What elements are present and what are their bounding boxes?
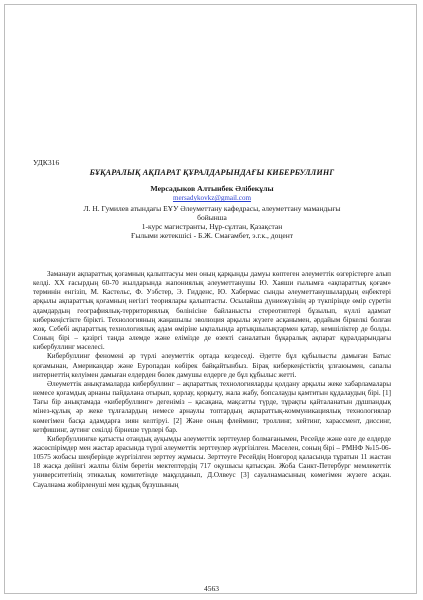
author-email-link[interactable]: mersadykovkz@gmail.com [172,194,252,203]
author-block [33,184,391,241]
body-paragraph: Кибербуллинг феномені әр түрлі әлеуметтік ортада кездеседі. Әдетте бұл құбылысты дамыған Батыс қоғамынан, Американдар және Еуропадан көбірек байқайтынбыз. Бірақ киберкеңістіктің ұлғаюымен, сапалы интернеттің келуімен дамыған елдерден бөлек дамушы елдерге де бұл құбылыс жетті. [33,352,391,379]
body-paragraph: Кибербуллингке қатысты отандық ауқымды әлеуметтік зерттеулер болмағанымен, Ресейде және өзге де елдерде жасөспірімдер мен жастар арасында түрлі әлеуметтік зерттеулер жүргізілген. Мәселен, соның бірі – РМНФ №15-06-10575 жобасы шеңберінде жүргізілген зерттеу жұмысы. Зерттеуге Ресейдің Новгород қаласында тұратын 11 жастан 18 жасқа дейінгі жалпы білім беретін мектептердің 717 оқушысы қатысқан. Жоба Санкт-Петербург мемлекеттік университетінің этикалық комитетінде мақұлданып, Д.Олвеус [3] сауалнамасының көмегімен жүзеге асқан. Сауалнама жөбірленуші мен құдық бұзушының [33,434,391,489]
body-paragraph: Заманауи ақпараттық қоғамның қалыптасуы мен оның қарқынды дамуы көптеген әлеуметтік өзгерістерге алып келді. XX ғасырдың 60-70 жылдарында жапониялық әлеуметтанушы Ю. Хаяши ғылымға «ақпараттық қоғам» терминін енгізіп, М. Кастельс, Ф. Уэбстер, Э. Гидденс, Ю. Хабермас сынды әлеуметтанушылардың еңбектері арқылы ақпараттық қоғамның негізгі теориялары қалыптасты. Осылайша дүниежүзінің әр түкпірінде өмір сүретін адамдардың географиялық-территориялық бөлінісіне байланысты стереотиптері бұзылып, күллі адамзат киберкеңістікте бірікті. Технологияның жаңашылы эволюция арқылы жүзеге асқанымен, әрдайым біркелкі болған жоқ. Себебі ақпараттық технологиялық адам өміріне ықпалында артықшылықтармен қатар, кемшіліктер де болды. Соның бірі – қазіргі таңда әлемде және елімізде де өзекті саналатын бұқаралық ақпарат құралдарындағы кибербуллинг мәселесі. [33,270,391,352]
article-body [33,270,391,490]
author-name: Мерсадыков Алтынбек Әлібекұлы [150,184,274,193]
body-paragraph: Әлеуметтік анықтамаларда кибербуллинг – ақпараттық технологияларды қолдану арқылы жеке хабарламалары немесе қоғамдық арнаны пайдалана отырып, қорлау, қорқыту, жала жабу, бопсалауды қамтитын құдалаудың бірі. [1] Тағы бір анықтамада «кибербуллинг» дегеніміз – қасақана, мақсатты түрде, тұрақты қайталанатын дұшпандық мінез-құлық әр жеке тұлғалардың немесе арнаулы топтардың ақпараттық-коммуникациялық технологиялар көмегімен басқа адамдарға зиян келтіруі. [2] Және оның флейминг, троллинг, хейтинг, харассмент, диссинг, кетфишинг, аутинг секілді бірнеше түрлері бар. [33,379,391,434]
affiliation-line-2: бойынша [197,212,227,222]
affiliation-line-1: Л. Н. Гумилев атындағы ЕҰУ Әлеуметтану кафедрасы, әлеуметтану мамандығы [83,203,341,213]
article-title: БҰҚАРАЛЫҚ АҚПАРАТ ҚҰРАЛДАРЫНДАҒЫ КИБЕРБУЛЛИНГ [89,168,335,177]
udk-code: УДК316 [33,158,60,167]
supervisor-line: Ғылыми жетекшісі - Б.Ж. Смағамбет, э.г.к., доцент [131,231,293,241]
page-number: 4563 [204,584,219,593]
program-line: 1-курс магистранты, Нұр-сұлтан, Қазақстан [141,222,283,232]
